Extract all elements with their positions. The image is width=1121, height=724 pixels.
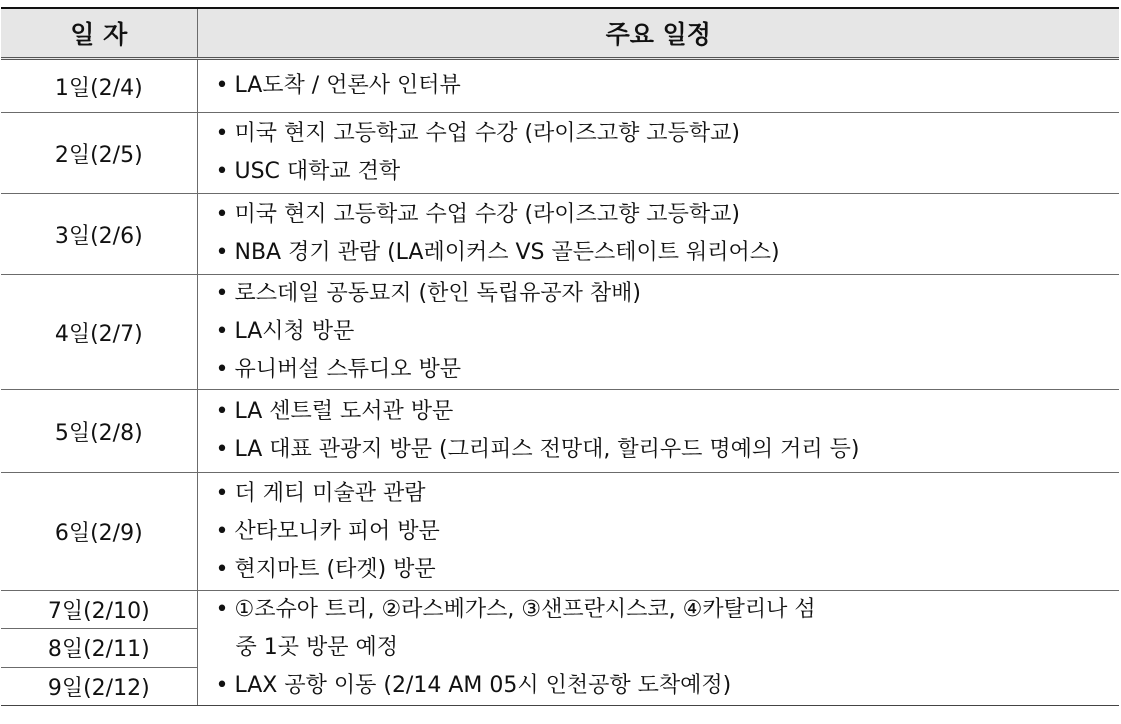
- schedule-cell: [197, 473, 1119, 591]
- schedule-item: • 산타모니카 피어 방문: [215, 518, 440, 544]
- schedule-item: • 더 게티 미술관 관람: [215, 480, 426, 506]
- schedule-cell: [197, 194, 1119, 275]
- schedule-item: • 로스데일 공동묘지 (한인 독립유공자 참배): [215, 281, 641, 306]
- date-cell: 3일(2/6): [1, 194, 197, 275]
- date-cell: 2일(2/5): [1, 113, 197, 194]
- table-row: [1, 59, 1119, 113]
- schedule-item: • ①조슈아 트리, ②라스베가스, ③샌프란시스코, ④카탈리나 섬: [215, 597, 816, 622]
- schedule-table: [1, 7, 1119, 706]
- schedule-column-header: 주요 일정: [197, 8, 1119, 59]
- date-cell: 8일(2/11): [1, 629, 197, 667]
- date-cell: 9일(2/12): [1, 667, 197, 705]
- schedule-cell: [197, 59, 1119, 113]
- schedule-item: • LA도착 / 언론사 인터뷰: [215, 73, 461, 98]
- table-row: [1, 591, 1119, 629]
- schedule-item: • LA시청 방문: [215, 319, 355, 344]
- table-row: [1, 473, 1119, 591]
- date-cell: 4일(2/7): [1, 275, 197, 390]
- schedule-item: • LA 대표 관광지 방문 (그리피스 전망대, 할리우드 명예의 거리 등): [215, 437, 860, 462]
- schedule-cell: [197, 113, 1119, 194]
- schedule-cell: [197, 591, 1119, 706]
- date-column-header: 일 자: [1, 8, 197, 59]
- schedule-item: • NBA 경기 관람 (LA레이커스 VS 골든스테이트 워리어스): [215, 240, 780, 265]
- schedule-item: • LA 센트럴 도서관 방문: [215, 399, 454, 424]
- table-row: [1, 275, 1119, 390]
- header-row: [1, 8, 1119, 59]
- date-cell: 5일(2/8): [1, 390, 197, 473]
- schedule-item: • 유니버설 스튜디오 방문: [215, 357, 461, 382]
- table-row: [1, 113, 1119, 194]
- schedule-item: • 미국 현지 고등학교 수업 수강 (라이즈고향 고등학교): [215, 121, 740, 146]
- schedule-item: • USC 대학교 견학: [215, 159, 401, 184]
- schedule-cell: [197, 390, 1119, 473]
- schedule-item: • 현지마트 (타겟) 방문: [215, 556, 436, 582]
- table-row: [1, 194, 1119, 275]
- schedule-item: • LAX 공항 이동 (2/14 AM 05시 인천공항 도착예정): [215, 673, 732, 698]
- schedule-item: • 미국 현지 고등학교 수업 수강 (라이즈고향 고등학교): [215, 202, 740, 227]
- schedule-item-continuation: 중 1곳 방문 예정: [235, 635, 398, 660]
- table-row: [1, 390, 1119, 473]
- schedule-cell: [197, 275, 1119, 390]
- date-cell: 6일(2/9): [1, 473, 197, 591]
- date-cell: 7일(2/10): [1, 591, 197, 629]
- date-cell: 1일(2/4): [1, 59, 197, 113]
